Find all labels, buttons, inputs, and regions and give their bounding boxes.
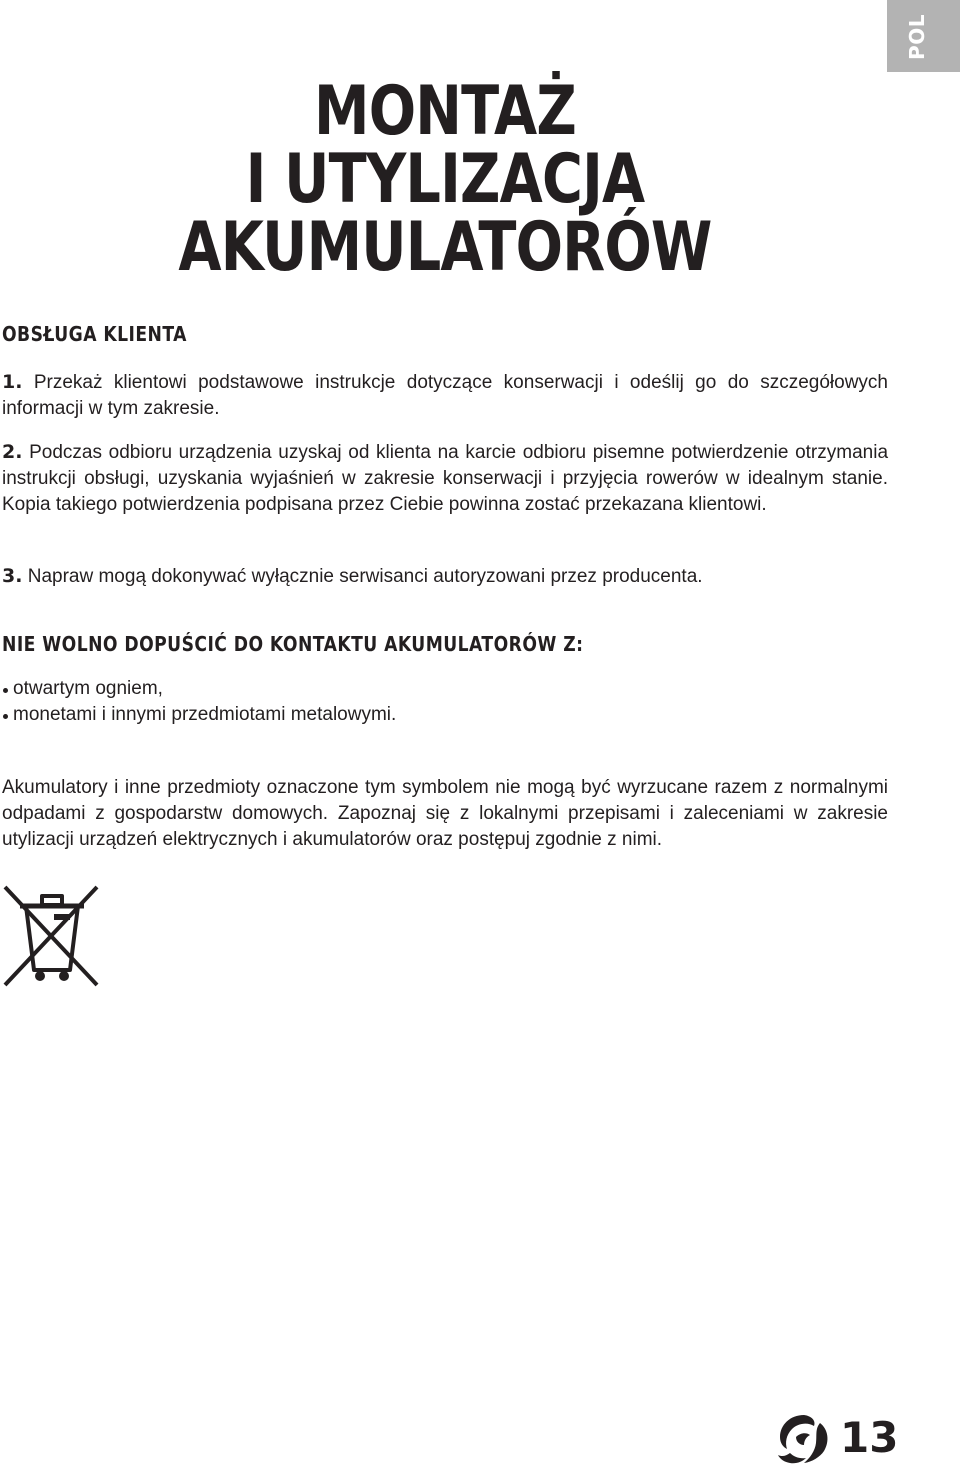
item-number: 2.	[2, 441, 23, 463]
service-item-1	[2, 369, 888, 422]
title-line-2: I UTYLIZACJA	[245, 140, 645, 219]
brand-logo-icon	[776, 1413, 832, 1465]
list-item: otwartym ogniem,	[2, 676, 396, 702]
language-label: POL	[905, 14, 929, 60]
list-item: monetami i innymi przedmiotami metalowymi.	[2, 702, 396, 728]
page-title	[80, 72, 810, 287]
customer-service-heading: OBSŁUGA KLIENTA	[2, 322, 187, 346]
title-line-3: AKUMULATORÓW	[178, 208, 712, 287]
title-line-1: MONTAŻ	[314, 72, 576, 151]
item-text: Napraw mogą dokonywać wyłącznie serwisanci autoryzowani przez producenta.	[27, 566, 703, 587]
battery-warning-heading: NIE WOLNO DOPUŚCIĆ DO KONTAKTU AKUMULATORÓW Z:	[2, 632, 584, 656]
crossed-bin-icon	[2, 884, 100, 988]
page-number: 13	[840, 1413, 899, 1462]
disposal-paragraph: Akumulatory i inne przedmioty oznaczone tym symbolem nie mogą być wyrzucane razem z normalnymi odpadami z gospodarstw domowych. Zapoznaj się z lokalnymi przepisami i zaleceniami w zakresie utylizacji urządzeń elektrycznych i akumulatorów oraz postępuj zgodnie z nimi.	[2, 777, 888, 850]
service-item-3	[2, 563, 888, 590]
item-text: Przekaż klientowi podstawowe instrukcje dotyczące konserwacji i odeślij go do szczegółowych informacji w tym zakresie.	[2, 372, 889, 419]
language-tab	[887, 0, 960, 72]
item-text: Podczas odbioru urządzenia uzyskaj od klienta na karcie odbioru pisemne potwierdzenie otrzymania instrukcji obsługi, uzyskania wyjaśnień w zakresie konserwacji i przyjęcia rowerów w idealnym stanie. Kopia takiego potwierdzenia podpisana przez Ciebie powinna zostać przekazana klientowi.	[2, 442, 889, 515]
warning-list	[2, 676, 396, 728]
item-number: 1.	[2, 371, 23, 393]
item-number: 3.	[2, 565, 23, 587]
service-item-2	[2, 439, 888, 518]
